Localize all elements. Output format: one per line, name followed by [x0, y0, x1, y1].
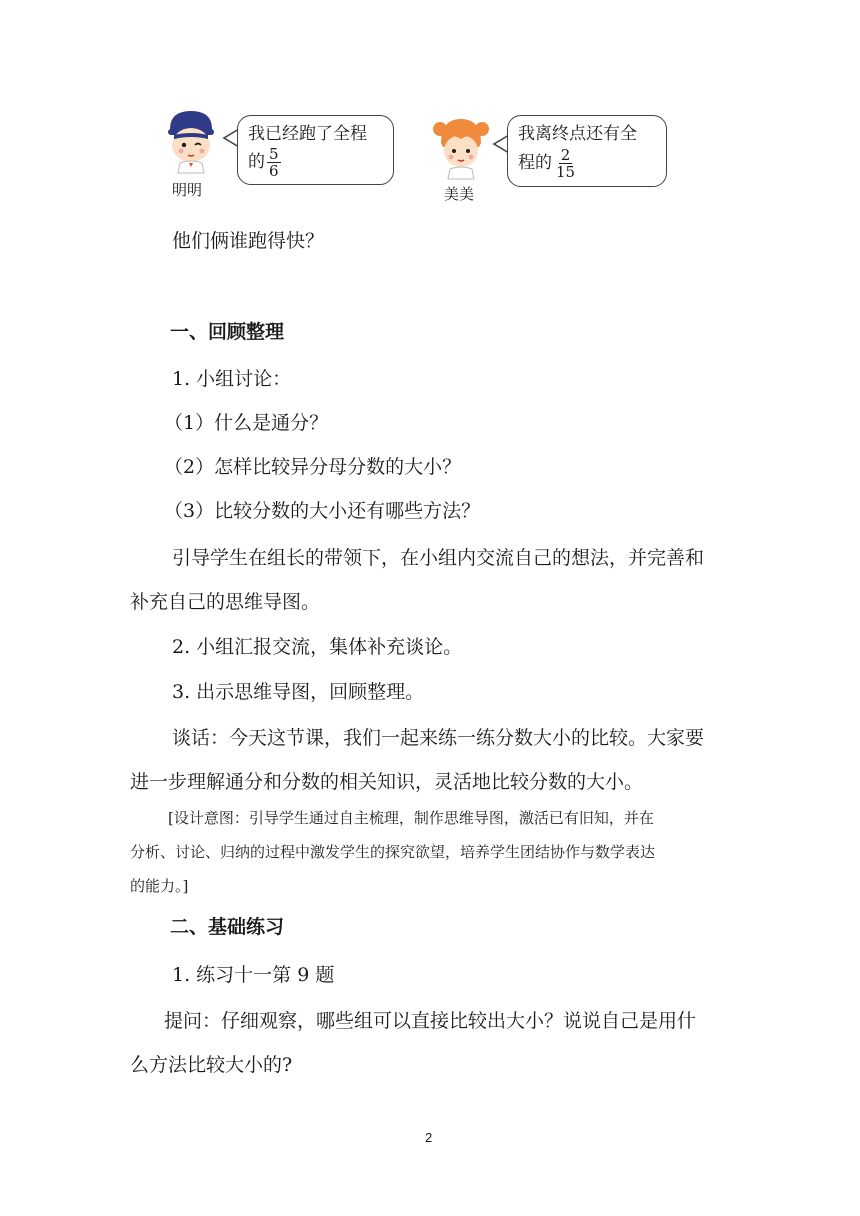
- section1-sub2: （2）怎样比较异分母分数的大小？: [164, 456, 462, 478]
- section1-sub3: （3）比较分数的大小还有哪些方法？: [164, 500, 481, 522]
- section2-item1: 1. 练习十一第 9 题: [172, 964, 335, 986]
- section1-talk-line2: 进一步理解通分和分数的相关知识，灵活地比较分数的大小。: [130, 771, 644, 793]
- boy-speech-bubble: [237, 115, 394, 185]
- girl-speech-bubble: [507, 115, 667, 187]
- section1-guide-line1: 引导学生在组长的带领下，在小组内交流自己的想法，并完善和: [172, 547, 705, 569]
- boy-speech-line2: 的 $\frac{5}{6}$: [248, 145, 279, 180]
- girl-name: 美美: [444, 185, 475, 203]
- section1-sub1: （1）什么是通分？: [164, 412, 329, 434]
- question-text: 他们俩谁跑得快？: [172, 230, 325, 252]
- section1-item1: 1. 小组讨论：: [172, 368, 292, 390]
- design-intent-line2: 分析、讨论、归纳的过程中激发学生的探究欲望，培养学生团结协作与数学表达: [130, 843, 656, 861]
- section2-ask-line2: 么方法比较大小的?: [130, 1054, 293, 1076]
- section1-item3: 3. 出示思维导图，回顾整理。: [172, 681, 425, 703]
- design-intent-line1: [设计意图：引导学生通过自主梳理，制作思维导图，激活已有旧知，并在: [168, 809, 654, 827]
- section1-item2: 2. 小组汇报交流，集体补充谈论。: [172, 636, 463, 658]
- girl-fraction: $\frac{2}{15}$: [556, 146, 576, 181]
- boy-name: 明明: [172, 181, 203, 199]
- boy-avatar-icon: [162, 107, 220, 175]
- girl-speech-line2: 程的 $\frac{2}{15}$: [518, 146, 576, 181]
- section1-guide-line2: 补充自己的思维导图。: [130, 591, 321, 613]
- girl-avatar-icon: [432, 113, 490, 181]
- boy-fraction: $\frac{5}{6}$: [269, 145, 279, 180]
- girl-speech-line1: 我离终点还有全: [518, 124, 637, 144]
- section1-talk-line1: 谈话：今天这节课，我们一起来练一练分数大小的比较。大家要: [172, 727, 705, 749]
- design-intent-line3: 的能力。]: [130, 877, 189, 895]
- page-number: 2: [425, 1130, 433, 1145]
- section2-heading: 二、基础练习: [170, 916, 285, 938]
- section1-heading: 一、回顾整理: [170, 321, 285, 343]
- boy-speech-line1: 我已经跑了全程: [248, 124, 367, 144]
- section2-ask-line1: 提问：仔细观察，哪些组可以直接比较出大小？说说自己是用什: [164, 1010, 697, 1032]
- illustration: [160, 105, 680, 215]
